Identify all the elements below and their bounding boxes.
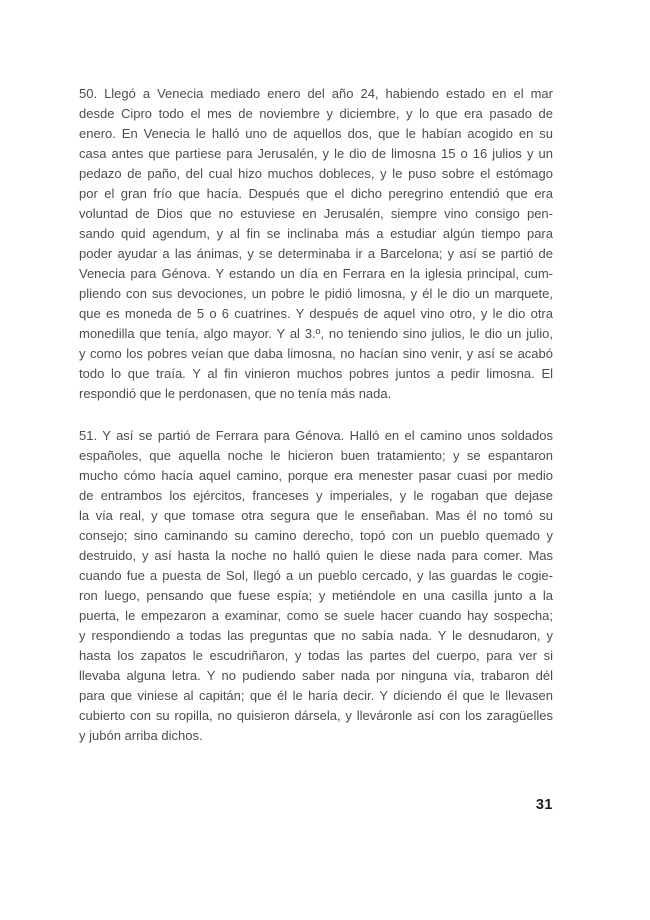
text-line: mucho cómo hacía aquel camino, porque era menester pasar cuasi por medio	[79, 468, 553, 483]
paragraph-50	[79, 84, 553, 404]
text-line: monedilla que tenía, algo mayor. Y al 3.º, no teniendo sino julios, le dio un julio,	[79, 326, 553, 341]
text-line: pliendo con sus devociones, un pobre le pidió limosna, y él le dio un marquete,	[79, 286, 553, 301]
text-line: la vía real, y que tomase otra segura que le enseñaban. Mas él no tomó su	[79, 508, 553, 523]
text-line: 51. Y así se partió de Ferrara para Génova. Halló en el camino unos soldados	[79, 428, 553, 443]
text-line: puerta, le empezaron a examinar, como se suele hacer cuando hay sospecha;	[79, 608, 553, 623]
text-line: enero. En Venecia le halló uno de aquellos dos, que le habían acogido en su	[79, 126, 553, 141]
text-line: llevaba alguna letra. Y no pudiendo saber nada por ninguna vía, trabaron dél	[79, 668, 553, 683]
text-line: cuando fue a puesta de Sol, llegó a un pueblo cercado, y las guardas le cogie-	[79, 568, 553, 583]
text-line: respondió que le perdonasen, que no tenía más nada.	[79, 386, 392, 401]
text-line: 50. Llegó a Venecia mediado enero del año 24, habiendo estado en el mar	[79, 86, 553, 101]
text-line: voluntad de Dios que no estuviese en Jerusalén, siempre vino consigo pen-	[79, 206, 553, 221]
text-line: consejo; sino caminando su camino derecho, topó con un pueblo quemado y	[79, 528, 553, 543]
text-line: sando quid agendum, y al fin se inclinaba más a estudiar algún tiempo para	[79, 226, 553, 241]
text-line: cubierto con su ropilla, no quisieron dársela, y lleváronle así con los zaragüelles	[79, 708, 553, 723]
text-line: ron luego, pensando que fuese espía; y metiéndole en una casilla junto a la	[79, 588, 553, 603]
text-line: que es moneda de 5 o 6 cuatrines. Y después de aquel vino otro, y le dio otra	[79, 306, 553, 321]
text-line: poder ayudar a las ánimas, y se determinaba ir a Barcelona; y así se partió de	[79, 246, 553, 261]
paragraph-51	[79, 426, 553, 746]
text-line: hasta los zapatos le escudriñaron, y todas las partes del cuerpo, para ver si	[79, 648, 553, 663]
text-line: todo lo que traía. Y al fin vinieron muchos pobres juntos a pedir limosna. El	[79, 366, 553, 381]
text-line: españoles, que aquella noche le hicieron buen tratamiento; y se espantaron	[79, 448, 553, 463]
text-line: para que viniese al capitán; que él le haría decir. Y diciendo él que le llevasen	[79, 688, 553, 703]
text-line: Venecia para Génova. Y estando un día en Ferrara en la iglesia principal, cum-	[79, 266, 553, 281]
text-line: destruido, y así hasta la noche no halló quien le diese nada para comer. Mas	[79, 548, 553, 563]
text-line: y respondiendo a todas las preguntas que no sabía nada. Y le desnudaron, y	[79, 628, 553, 643]
text-line: desde Cipro todo el mes de noviembre y diciembre, y lo que era pasado de	[79, 106, 553, 121]
text-line: casa antes que partiese para Jerusalén, y le dio de limosna 15 o 16 julios y un	[79, 146, 553, 161]
text-line: pedazo de paño, del cual hizo muchos dobleces, y le puso sobre el estómago	[79, 166, 553, 181]
text-line: y jubón arriba dichos.	[79, 728, 203, 743]
text-line: y como los pobres veían que daba limosna, no hacían sino venir, y así se acabó	[79, 346, 553, 361]
page-number: 31	[535, 797, 553, 813]
text-line: de entrambos los ejércitos, franceses y imperiales, y le rogaban que dejase	[79, 488, 553, 503]
body-text	[79, 84, 553, 746]
text-line: por el gran frío que hacía. Después que el dicho peregrino entendió que era	[79, 186, 553, 201]
